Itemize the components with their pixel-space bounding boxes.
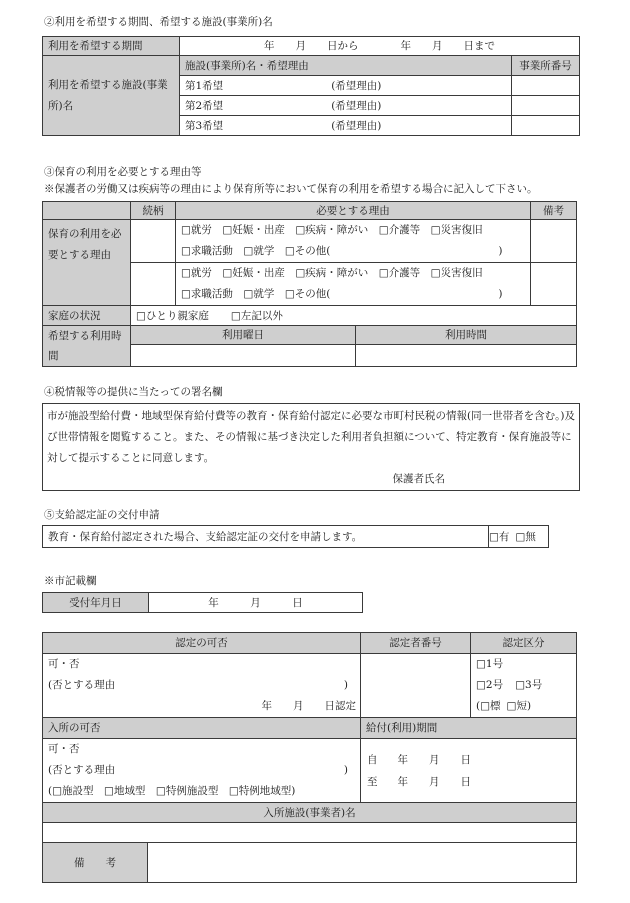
cert-number-field[interactable]: [361, 654, 471, 718]
reason-options-line2[interactable]: □求職活動 □就学 □その他(: [181, 288, 331, 300]
remarks-field[interactable]: [531, 220, 577, 263]
tax-consent-table: [42, 403, 580, 491]
city-use-heading: ※市記載欄: [44, 575, 97, 587]
cert-type-header: 認定区分: [471, 633, 577, 654]
type-short-checkbox[interactable]: □短): [506, 700, 532, 712]
section2-heading: ②利用を希望する期間、希望する施設(事業所)名: [44, 16, 273, 28]
consent-box: [43, 404, 580, 491]
type2-checkbox[interactable]: □2号: [476, 679, 504, 691]
type1-checkbox[interactable]: □1号: [476, 658, 504, 670]
cert-header: 認定の可否: [43, 633, 361, 654]
period-label: 利用を希望する期間: [43, 37, 180, 56]
section3-note: ※保護者の労働又は疾病等の理由により保育所等において保育の利用を希望する場合に記入して下さい。: [44, 183, 538, 195]
admission-decision-field[interactable]: 可・否 (否とする理由 ) (□施設型 □地域型 □特例施設型 □特例地域型): [43, 739, 361, 803]
certificate-request-text: 教育・保育給付認定された場合、支給認定証の交付を申請します。: [43, 526, 489, 548]
remarks-field[interactable]: [531, 263, 577, 306]
col-relation-header: 続柄: [131, 202, 176, 220]
received-date-table: [42, 592, 363, 613]
facility-number-field[interactable]: [512, 116, 580, 136]
period-field[interactable]: 年 月 日から 年 月 日まで: [180, 37, 580, 56]
city-record-table: [42, 632, 577, 883]
option-yes[interactable]: □有: [489, 530, 510, 543]
facility-number-field[interactable]: [512, 96, 580, 116]
days-field[interactable]: [131, 345, 356, 367]
cert-number-header: 認定者番号: [361, 633, 471, 654]
certificate-options[interactable]: [489, 526, 549, 548]
reason-options-line1[interactable]: □就労 □妊娠・出産 □疾病・障がい □介護等 □災害復旧: [181, 224, 483, 236]
option-no[interactable]: □無: [515, 530, 536, 543]
received-date-field[interactable]: 年 月 日: [149, 593, 363, 613]
household-options[interactable]: □ひとり親家庭 □左記以外: [131, 306, 577, 326]
col-facility-header: 施設(事業所)名・希望理由: [180, 56, 512, 76]
remarks-label: 備 考: [43, 843, 148, 883]
cert-decision-field[interactable]: 可・否 (否とする理由 ) 年 月 日認定: [43, 654, 361, 718]
time-label: 希望する利用時間: [43, 326, 131, 367]
hours-header: 利用時間: [356, 326, 577, 345]
hours-field[interactable]: [356, 345, 577, 367]
reason-options[interactable]: □就労 □妊娠・出産 □疾病・障がい □介護等 □災害復旧 □求職活動 □就学 □その他( ): [176, 220, 531, 263]
yes-no-text[interactable]: 可・否: [48, 658, 80, 670]
admission-header: 入所の可否: [43, 718, 361, 739]
section3-heading: ③保育の利用を必要とする理由等: [44, 166, 202, 178]
facility-label: 利用を希望する施設(事業所)名: [43, 56, 180, 136]
type3-checkbox[interactable]: □3号: [515, 679, 543, 691]
benefit-period-header: 給付(利用)期間: [361, 718, 577, 739]
consent-text: 市が施設型給付費・地域型保育給付費等の教育・保育給付認定に必要な市町村民税の情報(同一世帯者を含む。)及び世帯情報を閲覧すること。また、その情報に基づき決定した利用者負担額について、特定教育・保育施設等に対して提示することに同意します。: [47, 410, 575, 464]
yes-no-text[interactable]: 可・否: [48, 743, 80, 755]
choice-row[interactable]: 第1希望 (希望理由): [180, 76, 512, 96]
facility-request-table: [42, 36, 580, 136]
col-remarks-header: 備考: [531, 202, 577, 220]
guardian-signature-field[interactable]: 保護者氏名: [392, 473, 445, 485]
choice-row[interactable]: 第3希望 (希望理由): [180, 116, 512, 136]
received-label: 受付年月日: [43, 593, 149, 613]
childcare-reason-table: [42, 201, 577, 367]
reason-options-line2[interactable]: □求職活動 □就学 □その他(: [181, 245, 331, 257]
facility-name-header: 入所施設(事業者)名: [43, 803, 577, 823]
section5-heading: ⑤支給認定証の交付申請: [44, 509, 160, 521]
col-reason-header: 必要とする理由: [176, 202, 531, 220]
type-standard-checkbox[interactable]: (□標: [476, 700, 501, 712]
certificate-request-table: [42, 525, 549, 548]
reason-options[interactable]: □就労 □妊娠・出産 □疾病・障がい □介護等 □災害復旧 □求職活動 □就学 □その他( ): [176, 263, 531, 306]
facility-type-options[interactable]: (□施設型 □地域型 □特例施設型 □特例地域型): [48, 785, 296, 797]
cert-date-text[interactable]: 年 月 日認定: [261, 700, 356, 712]
relation-field[interactable]: [131, 263, 176, 306]
col-number-header: 事業所番号: [512, 56, 580, 76]
benefit-period-field[interactable]: 自 年 月 日 至 年 月 日: [361, 739, 577, 803]
household-label: 家庭の状況: [43, 306, 131, 326]
choice-row[interactable]: 第2希望 (希望理由): [180, 96, 512, 116]
facility-number-field[interactable]: [512, 76, 580, 96]
cert-type-field[interactable]: [471, 654, 577, 718]
facility-name-field[interactable]: [43, 823, 577, 843]
days-header: 利用曜日: [131, 326, 356, 345]
city-remarks-field[interactable]: [148, 843, 577, 883]
reason-options-line1[interactable]: □就労 □妊娠・出産 □疾病・障がい □介護等 □災害復旧: [181, 267, 483, 279]
need-label: 保育の利用を必要とする理由: [43, 220, 131, 306]
relation-field[interactable]: [131, 220, 176, 263]
section4-heading: ④税情報等の提供に当たっての署名欄: [44, 386, 223, 398]
